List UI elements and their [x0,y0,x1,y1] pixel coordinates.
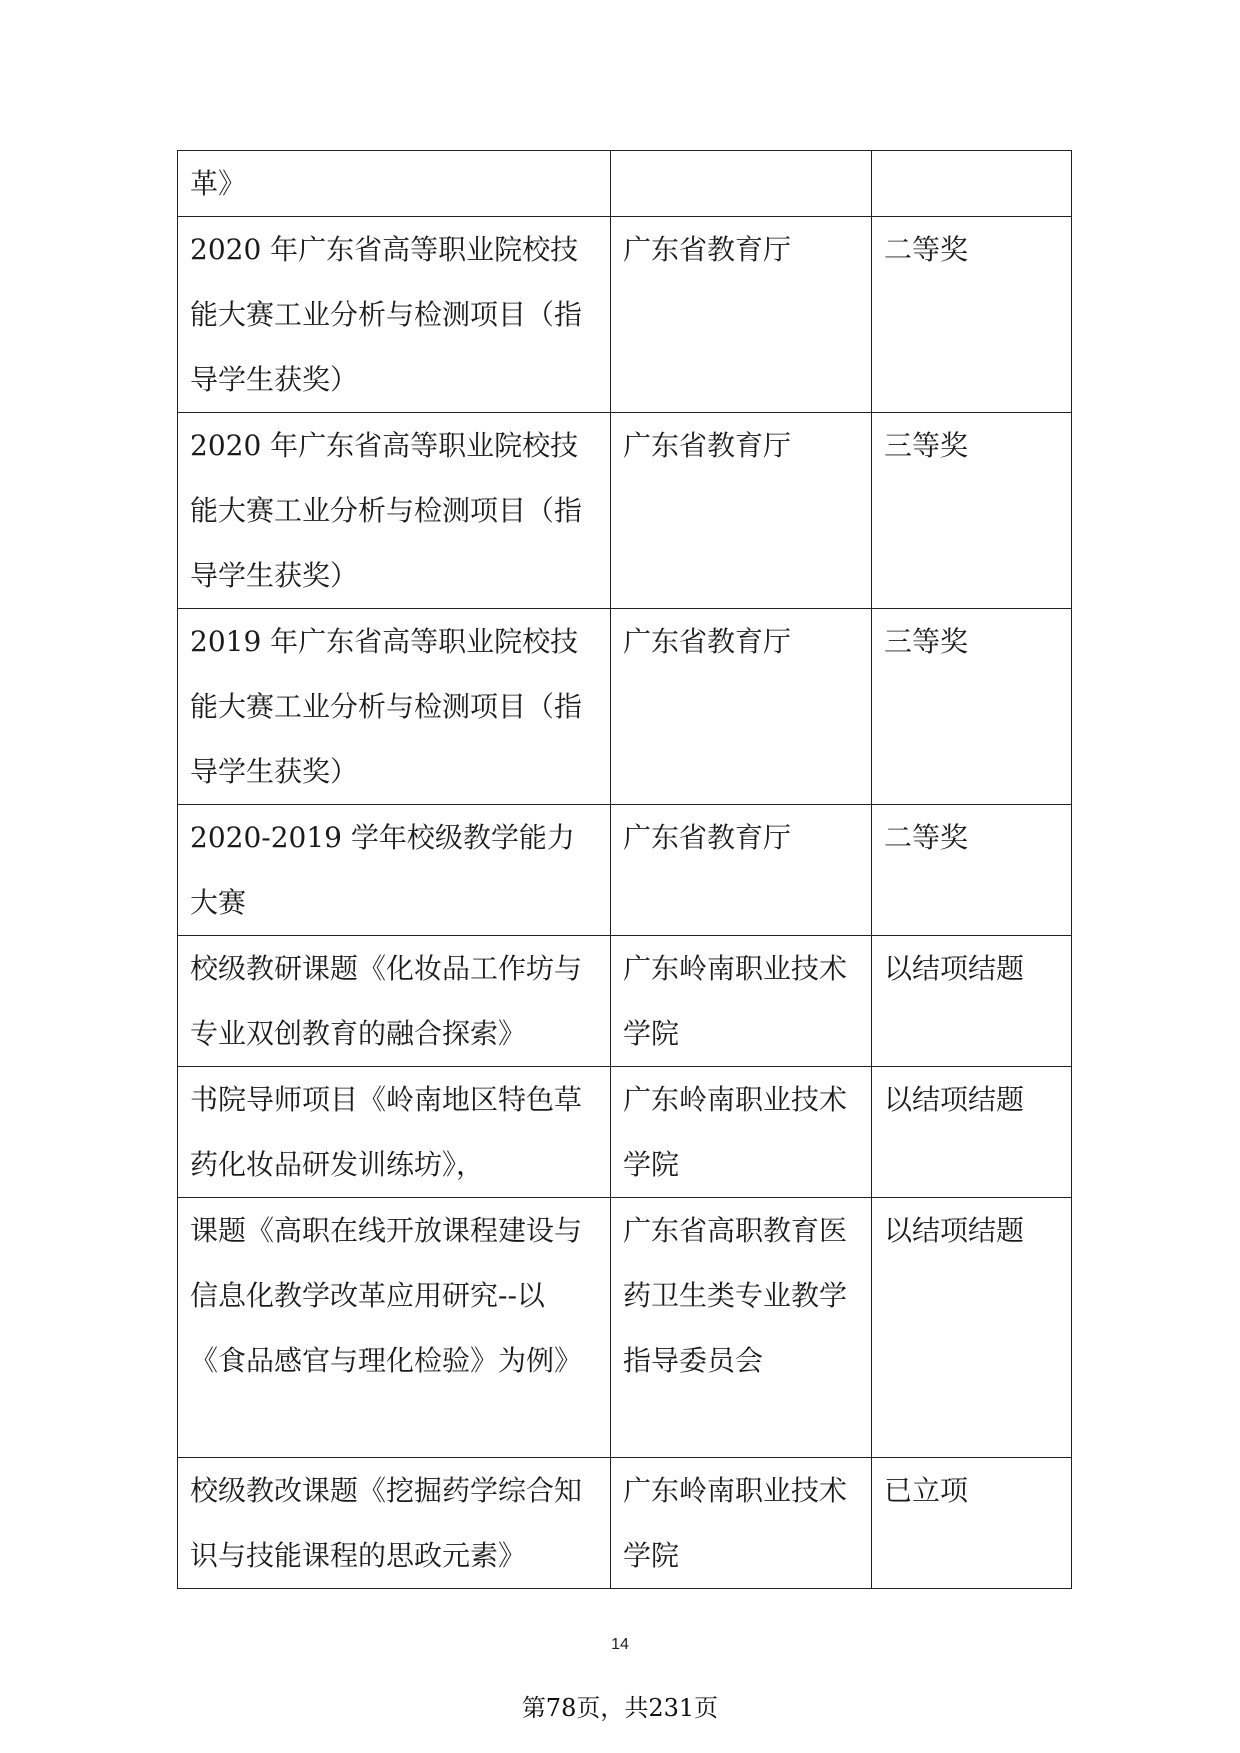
result-cell: 三等奖 [872,609,1072,805]
result-cell: 二等奖 [872,217,1072,413]
project-name-cell: 革》 [178,151,611,217]
issuer-cell [611,151,872,217]
issuer-cell: 广东岭南职业技术学院 [611,936,872,1067]
issuer-cell: 广东省高职教育医药卫生类专业教学指导委员会 [611,1198,872,1458]
result-cell: 以结项结题 [872,936,1072,1067]
table-row [178,936,1072,1067]
project-name-cell: 课题《高职在线开放课程建设与信息化教学改革应用研究--以《食品感官与理化检验》为例》 [178,1198,611,1458]
project-name-cell: 2019 年广东省高等职业院校技能大赛工业分析与检测项目（指导学生获奖） [178,609,611,805]
issuer-cell: 广东省教育厅 [611,609,872,805]
issuer-cell: 广东省教育厅 [611,217,872,413]
result-cell: 以结项结题 [872,1067,1072,1198]
table-row [178,1067,1072,1198]
project-name-cell: 书院导师项目《岭南地区特色草药化妆品研发训练坊》， [178,1067,611,1198]
project-name-cell: 校级教研课题《化妆品工作坊与专业双创教育的融合探索》 [178,936,611,1067]
result-cell: 以结项结题 [872,1198,1072,1458]
issuer-cell: 广东岭南职业技术学院 [611,1067,872,1198]
project-name-cell: 2020-2019 学年校级教学能力大赛 [178,805,611,936]
table-row [178,1458,1072,1589]
table-row [178,609,1072,805]
awards-table [177,150,1072,1589]
result-cell: 已立项 [872,1458,1072,1589]
result-cell: 二等奖 [872,805,1072,936]
project-name-cell: 2020 年广东省高等职业院校技能大赛工业分析与检测项目（指导学生获奖） [178,413,611,609]
table-row [178,151,1072,217]
issuer-cell: 广东省教育厅 [611,805,872,936]
project-name-cell: 校级教改课题《挖掘药学综合知识与技能课程的思政元素》 [178,1458,611,1589]
issuer-cell: 广东省教育厅 [611,413,872,609]
table-row [178,413,1072,609]
issuer-cell: 广东岭南职业技术学院 [611,1458,872,1589]
table-row [178,805,1072,936]
table-row [178,1198,1072,1458]
project-name-cell: 2020 年广东省高等职业院校技能大赛工业分析与检测项目（指导学生获奖） [178,217,611,413]
page-footer: 第78页，共231页 [521,1694,719,1722]
result-cell: 三等奖 [872,413,1072,609]
result-cell [872,151,1072,217]
table-row [178,217,1072,413]
page-number: 14 [611,1636,629,1653]
